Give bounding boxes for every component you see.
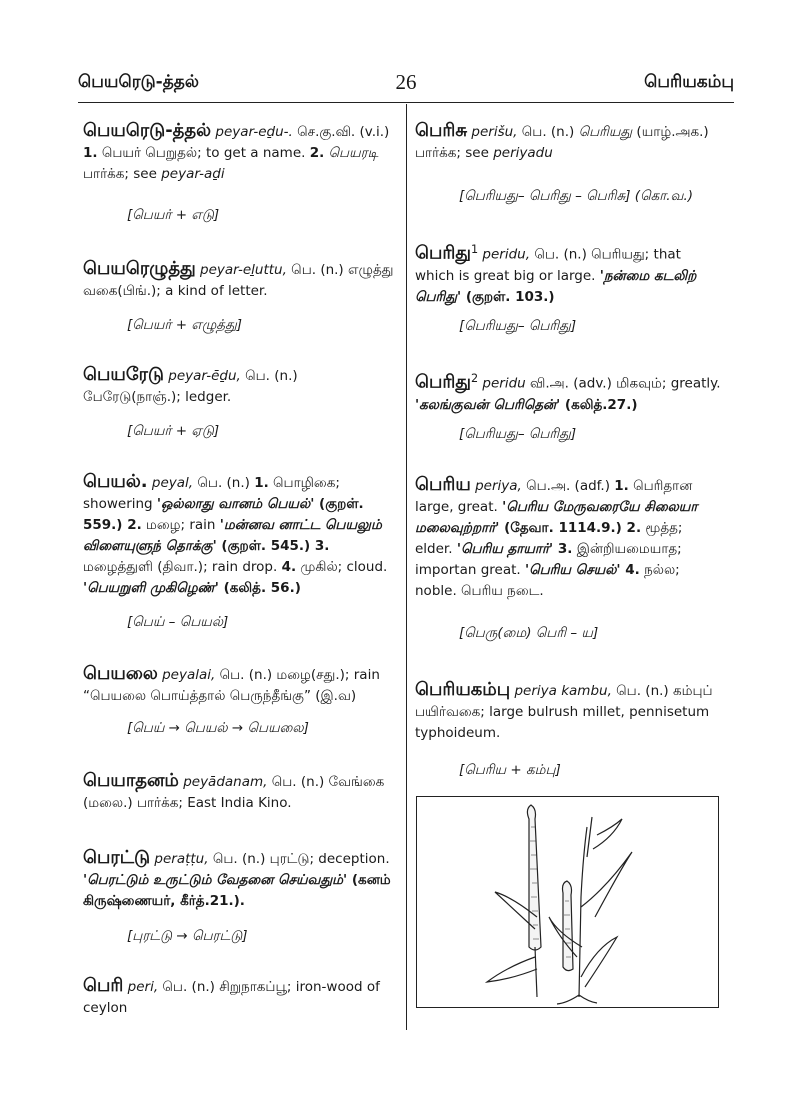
definition-text: பெயர் பெறுதல்; to get a name.	[97, 145, 310, 161]
transliteration: periya kambu,	[510, 683, 612, 699]
definition-text: (தேவா. 1114.9.)	[499, 520, 627, 536]
etymology: [பெரிய + கம்பு]	[459, 762, 561, 778]
transliteration: peyal,	[147, 475, 194, 491]
header-rule	[78, 102, 734, 103]
quotation: 'பெரிய செயல்'	[524, 562, 621, 578]
definition-text: பெ. (n.) வேங்கை (மலை.) பார்க்க; East India Kino.	[83, 774, 385, 811]
transliteration: peraṭṭu,	[150, 851, 209, 867]
headword: பெரிசு	[415, 120, 468, 141]
header-right-guide-word: பெரியகம்பு	[644, 72, 734, 92]
definition-text: 1.	[83, 145, 98, 161]
definition-text: 1.	[254, 475, 269, 491]
etymology: [பெரியது– பெரிது]	[459, 426, 577, 442]
dictionary-entry	[83, 847, 395, 912]
quotation: 'பெரிய தாயார்'	[456, 541, 554, 557]
transliteration: peyādanam,	[178, 774, 268, 790]
dictionary-entry	[415, 239, 722, 308]
definition-text: மழை; rain	[141, 517, 220, 533]
etymology: [பெரியது– பெரிது – பெரிசு] (கொ.வ.)	[459, 188, 694, 204]
definition-text: பெ. (n.) கம்புப் பயிர்வகை; large bulrush millet, pennisetum typhoideum.	[415, 683, 713, 741]
quotation: 'ஒல்லாது வானம் பெயல்'	[156, 496, 315, 512]
definition-text: முகில்; cloud.	[296, 559, 388, 575]
transliteration: peyar-ēḏu,	[163, 368, 241, 384]
definition-text: இன்றியமையாத; importan great.	[415, 541, 682, 578]
transliteration: peridu	[478, 375, 526, 392]
definition-text: (கலித்.27.)	[560, 396, 638, 413]
header-left-guide-word: பெயரெடு-த்தல்	[78, 72, 199, 92]
transliteration: perišu,	[467, 124, 518, 140]
definition-text: மூத்த; elder.	[415, 520, 683, 557]
etymology: [பெயர் + எழுத்து]	[127, 317, 243, 333]
definition-text: (குறள். 545.)	[216, 538, 315, 554]
headword: பெயரேடு	[83, 364, 164, 385]
etymology: [பெய் → பெயல் → பெயலை]	[127, 720, 309, 736]
dictionary-entry	[415, 368, 722, 416]
definition-text: நல்ல; noble. பெரிய நடை.	[415, 562, 680, 599]
quotation: 'மன்னவ னாட்ட பெயலும் விளையுளுந் தொக்கு'	[83, 517, 382, 554]
definition-text: 2.	[309, 145, 325, 161]
dictionary-entry	[415, 679, 722, 744]
definition-text: பார்க்க; see	[83, 166, 162, 182]
headword: பெரட்டு	[83, 847, 151, 868]
definition-text: பெ. (n.)	[517, 124, 579, 140]
headword: பெயரெடு-த்தல்	[83, 120, 212, 141]
transliteration: periya,	[470, 478, 522, 494]
quotation: 'கலங்குவன் பெரிதென்'	[415, 396, 561, 413]
definition-text: (கலித். 56.)	[218, 580, 301, 596]
transliteration: பெரியது	[578, 124, 633, 140]
definition-text: 1.	[614, 478, 629, 494]
definition-text: பெ. (n.) எழுத்து வகை(பிங்.); a kind of letter.	[83, 262, 394, 299]
definition-text: பெ. (n.) சிறுநாகப்பூ; iron-wood of ceylon	[83, 979, 380, 1016]
definition-text: பெ. (n.) புரட்டு; deception.	[208, 851, 390, 867]
transliteration: periyadu	[493, 145, 553, 161]
etymology: [புரட்டு → பெரட்டு]	[127, 928, 248, 944]
definition-text: (கனம் கிருஷ்ணையர், கீர்த்.21.).	[83, 872, 391, 909]
transliteration: peyalai,	[157, 667, 216, 683]
definition-text: 3.	[553, 541, 573, 557]
definition-text: 2.	[626, 520, 642, 536]
definition-text: செ.கு.வி. (v.i.)	[292, 124, 390, 140]
definition-text: பெரிதான large, great.	[415, 478, 693, 515]
definition-text: (குறள். 559.)	[83, 496, 364, 533]
homonym-number: 2	[470, 372, 479, 385]
quotation: 'பெரட்டும் உருட்டும் வேதனை செய்வதும்'	[83, 872, 348, 888]
page-number: 26	[395, 70, 417, 94]
dictionary-entry	[83, 258, 395, 302]
etymology: [பெயர் + ஏடு]	[127, 423, 220, 439]
definition-text: பெ. (n.) பேரேடு(நாஞ்.); ledger.	[83, 368, 298, 405]
definition-text: பெ. (n.)	[193, 475, 255, 491]
headword: பெயலை	[83, 663, 158, 684]
quotation: 'நன்மை கடலிற் பெரிது'	[415, 267, 697, 305]
millet-plant-drawing	[417, 797, 717, 1006]
dictionary-entry	[83, 770, 395, 814]
definition-text: மழைத்துளி (திவா.); rain drop.	[83, 559, 282, 575]
etymology: [பெயர் + எடு]	[127, 207, 220, 223]
homonym-number: 1	[470, 243, 479, 256]
headword: பெயல்.	[83, 471, 148, 492]
transliteration: peyar-eḻuttu,	[195, 262, 287, 278]
headword: பெரிது	[415, 371, 471, 393]
running-header	[78, 72, 734, 102]
headword: பெரிய	[415, 474, 471, 495]
etymology: [பெய் – பெயல்]	[127, 614, 229, 630]
quotation: 'பெரிய மேருவரையே சிலையா மலைவுற்றார்'	[415, 499, 698, 536]
millet-plant-illustration	[416, 796, 719, 1008]
headword: பெயாதனம்	[83, 770, 179, 791]
definition-text: பொழிகை; showering	[83, 475, 340, 512]
dictionary-entry	[83, 364, 395, 408]
transliteration: peyar-eḏu-.	[211, 124, 293, 140]
etymology: [பெரியது– பெரிது]	[459, 318, 577, 334]
dictionary-entry	[415, 474, 722, 602]
dictionary-entry	[83, 663, 395, 707]
column-divider	[406, 104, 407, 1030]
etymology: [பெரு(மை) பெரி – ய]	[459, 625, 599, 641]
definition-text: (யாழ்.அக.) பார்க்க; see	[415, 124, 709, 161]
headword: பெரிது	[415, 242, 471, 264]
transliteration: peri,	[123, 979, 159, 995]
definition-text: (குறள். 103.)	[461, 288, 555, 305]
dictionary-entry	[83, 975, 395, 1019]
definition-text: 3.	[314, 538, 330, 554]
definition-text: 4.	[620, 562, 640, 578]
transliteration: peyar-aḏi	[161, 166, 225, 182]
definition-text: பெ. (n.) மழை(சது.); rain “பெயலை பொய்த்தால் பெருந்தீங்கு” (இ.வ)	[83, 667, 380, 704]
dictionary-entry	[83, 471, 395, 599]
definition-text: 4.	[281, 559, 297, 575]
quotation: 'பெயறுளி முகிழெண்'	[83, 580, 219, 596]
transliteration: பெயரடி	[324, 145, 379, 161]
transliteration: peridu,	[478, 246, 531, 263]
dictionary-entry	[415, 120, 722, 164]
headword: பெரியகம்பு	[415, 679, 511, 700]
definition-text: பெ. (n.) பெரியது; that which is great big or large.	[415, 246, 681, 284]
dictionary-entry	[83, 120, 395, 185]
definition-text: 2.	[127, 517, 142, 533]
headword: பெயரெழுத்து	[83, 258, 196, 279]
headword: பெரி	[83, 975, 124, 996]
definition-text: பெ.அ. (adf.)	[521, 478, 615, 494]
definition-text: வி.அ. (adv.) மிகவும்; greatly.	[525, 375, 721, 392]
